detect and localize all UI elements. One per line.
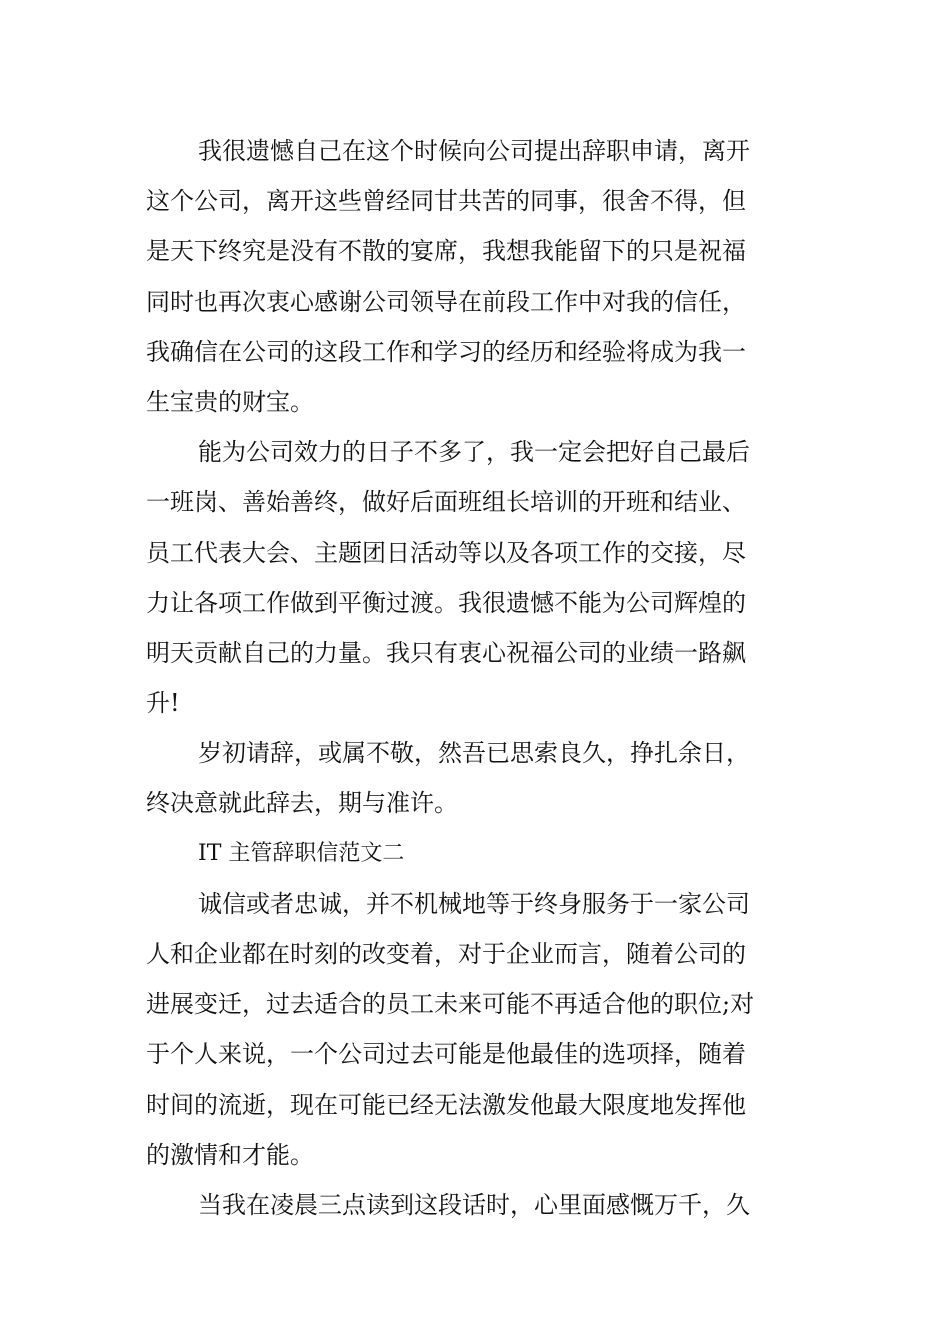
paragraph-line: 岁初请辞，或属不敬，然吾已思索良久，挣扎余日， (198, 739, 750, 768)
paragraph-line: 的激情和才能。 (146, 1140, 314, 1169)
paragraph-line: 进展变迁，过去适合的员工未来可能不再适合他的职位;对 (146, 990, 755, 1019)
paragraph-line: 能为公司效力的日子不多了，我一定会把好自己最后 (198, 438, 750, 467)
paragraph-line: 力让各项工作做到平衡过渡。我很遗憾不能为公司辉煌的 (146, 588, 746, 617)
paragraph-line: 同时也再次衷心感谢公司领导在前段工作中对我的信任， (146, 287, 746, 316)
paragraph-line: 是天下终究是没有不散的宴席，我想我能留下的只是祝福 (146, 237, 746, 266)
document-body (146, 126, 806, 1230)
paragraph-line: 我很遗憾自己在这个时候向公司提出辞职申请，离开 (198, 137, 750, 165)
paragraph-line: 明天贡献自己的力量。我只有衷心祝福公司的业绩一路飙 (146, 638, 746, 667)
paragraph-line: 升! (146, 689, 180, 718)
paragraph-line: 终决意就此辞去，期与准许。 (146, 789, 458, 818)
paragraph-line: 我确信在公司的这段工作和学习的经历和经验将成为我一 (146, 337, 746, 366)
paragraph-line: 生宝贵的财宝。 (146, 387, 314, 416)
paragraph-line: 人和企业都在时刻的改变着，对于企业而言，随着公司的 (146, 940, 746, 968)
section-heading: IT 主管辞职信范文二 (198, 840, 405, 866)
paragraph-line: 当我在凌晨三点读到这段话时，心里面感慨万千，久 (198, 1190, 750, 1219)
paragraph-line: 时间的流逝，现在可能已经无法激发他最大限度地发挥他 (146, 1090, 746, 1119)
paragraph-line: 这个公司，离开这些曾经同甘共苦的同事，很舍不得，但 (146, 187, 746, 216)
paragraph-line: 诚信或者忠诚，并不机械地等于终身服务于一家公司 (198, 889, 750, 918)
paragraph-line: 于个人来说，一个公司过去可能是他最佳的选项择，随着 (146, 1040, 746, 1069)
paragraph-line: 员工代表大会、主题团日活动等以及各项工作的交接，尽 (146, 538, 746, 567)
paragraph-line: 一班岗、善始善终，做好后面班组长培训的开班和结业、 (146, 488, 746, 517)
